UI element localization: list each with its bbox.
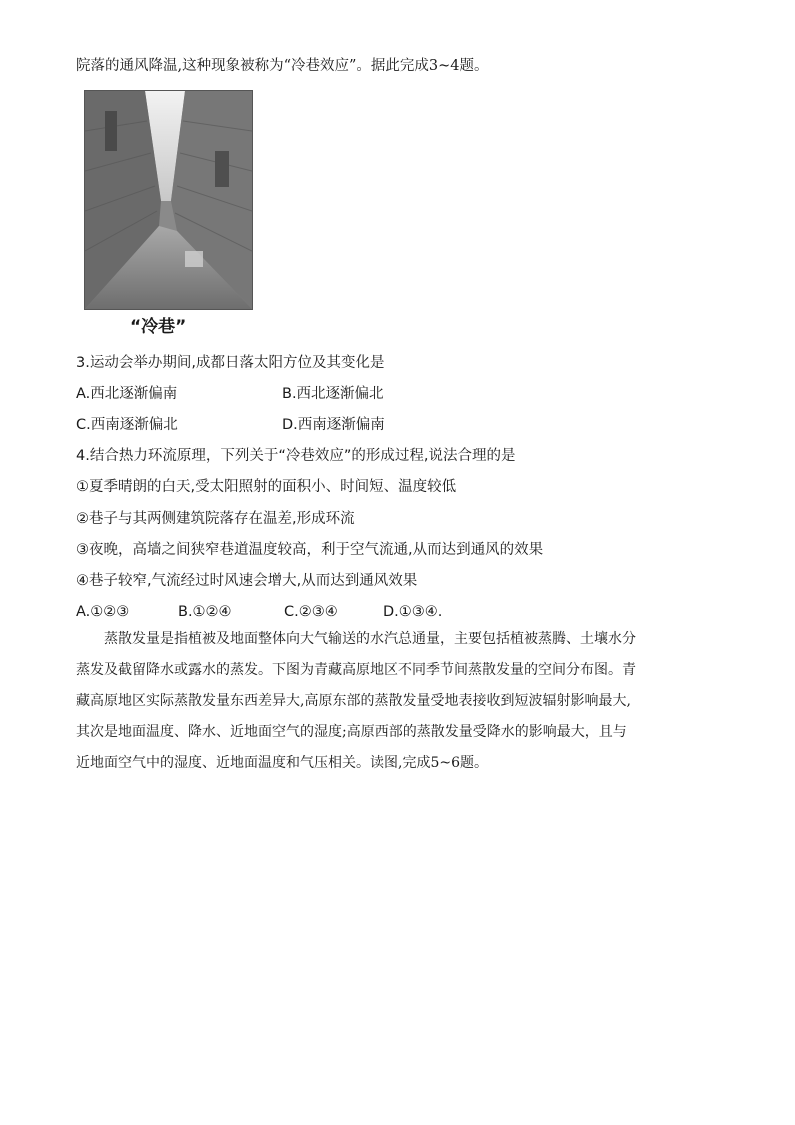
- q3-stem: 3.运动会举办期间,成都日落太阳方位及其变化是: [76, 355, 385, 371]
- paragraph-line-5: 近地面空气中的湿度、近地面温度和气压相关。读图,完成5~6题。: [76, 755, 488, 771]
- q3-option-a: A.西北逐渐偏南: [76, 386, 178, 402]
- q4-statement-3: ③夜晚，高墙之间狭窄巷道温度较高，利于空气流通,从而达到通风的效果: [76, 542, 544, 558]
- q3-option-b: B.西北逐渐偏北: [282, 386, 384, 402]
- q3-option-c: C.西南逐渐偏北: [76, 417, 178, 433]
- q4-option-b: B.①②④: [178, 604, 232, 620]
- paragraph-line-2: 蒸发及截留降水或露水的蒸发。下图为青藏高原地区不同季节间蒸散发量的空间分布图。青: [76, 662, 636, 678]
- intro-line: 院落的通风降温,这种现象被称为“冷巷效应”。据此完成3~4题。: [76, 58, 489, 74]
- q3-option-d: D.西南逐渐偏南: [282, 417, 385, 433]
- q4-option-c: C.②③④: [284, 604, 338, 620]
- alley-photo-icon: [84, 90, 253, 310]
- q4-statement-2: ②巷子与其两侧建筑院落存在温差,形成环流: [76, 511, 355, 527]
- figure-caption: “冷巷”: [130, 317, 187, 337]
- q4-option-d: D.①③④.: [383, 604, 443, 620]
- q4-statement-4: ④巷子较窄,气流经过时风速会增大,从而达到通风效果: [76, 573, 418, 589]
- alley-illustration: [85, 91, 252, 309]
- q4-statement-1: ①夏季晴朗的白天,受太阳照射的面积小、时间短、温度较低: [76, 479, 457, 495]
- paragraph-line-1: 蒸散发量是指植被及地面整体向大气输送的水汽总通量，主要包括植被蒸腾、土壤水分: [104, 631, 636, 647]
- paragraph-line-3: 藏高原地区实际蒸散发量东西差异大,高原东部的蒸散发量受地表接收到短波辐射影响最大,: [76, 693, 631, 709]
- evapotranspiration-paragraph: [76, 624, 736, 779]
- paragraph-line-4: 其次是地面温度、降水、近地面空气的湿度;高原西部的蒸散发量受降水的影响最大，且与: [76, 724, 627, 740]
- q4-option-a: A.①②③: [76, 604, 130, 620]
- q4-stem: 4.结合热力环流原理，下列关于“冷巷效应”的形成过程,说法合理的是: [76, 448, 516, 464]
